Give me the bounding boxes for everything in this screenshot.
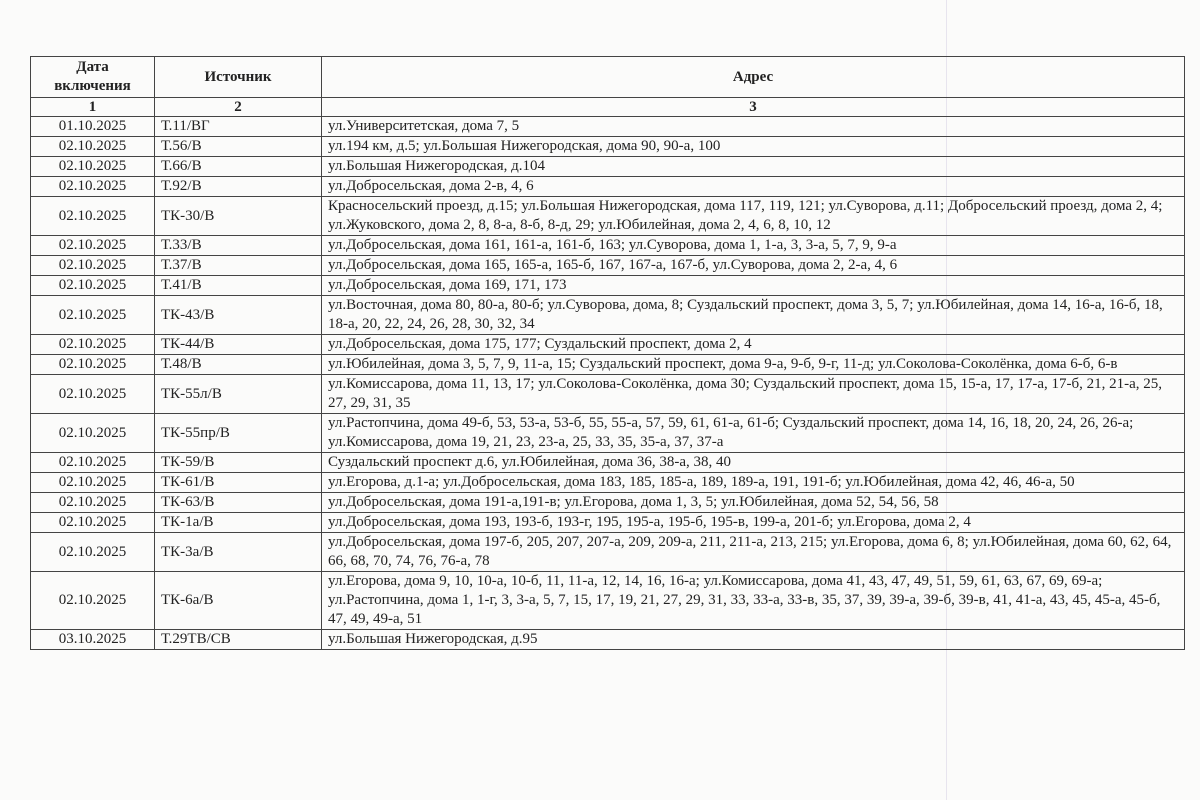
row-date: 02.10.2025 (31, 177, 155, 197)
row-source: ТК-1а/В (155, 513, 322, 533)
table-row (31, 533, 1185, 572)
row-address: ул.Большая Нижегородская, д.104 (322, 157, 1185, 177)
row-address: ул.Юбилейная, дома 3, 5, 7, 9, 11-а, 15; Суздальский проспект, дома 9-а, 9-б, 9-г, 11-д; ул.Соколова-Соколёнка, дома 6-б, 6-в (322, 355, 1185, 375)
row-date: 02.10.2025 (31, 572, 155, 630)
row-date: 02.10.2025 (31, 296, 155, 335)
table-row (31, 473, 1185, 493)
row-address: ул.Комиссарова, дома 11, 13, 17; ул.Соколова-Соколёнка, дома 30; Суздальский проспект, дома 15, 15-а, 17, 17-а, 17-б, 21, 21-а, 25, 27, 29, 31, 35 (322, 375, 1185, 414)
row-date: 02.10.2025 (31, 513, 155, 533)
row-source: Т.11/ВГ (155, 117, 322, 137)
table-row (31, 276, 1185, 296)
row-address: ул.Егорова, д.1-а; ул.Добросельская, дома 183, 185, 185-а, 189, 189-а, 191, 191-б; ул.Юбилейная, дома 42, 46, 46-а, 50 (322, 473, 1185, 493)
row-address: ул.Растопчина, дома 49-б, 53, 53-а, 53-б, 55, 55-а, 57, 59, 61, 61-а, 61-б; Суздальский проспект, дома 14, 16, 18, 20, 24, 26, 26-а; ул.Комиссарова, дома 19, 21, 23, 23-а, 25, 33, 35, 35-а, 37, 37-а (322, 414, 1185, 453)
row-date: 02.10.2025 (31, 157, 155, 177)
row-date: 02.10.2025 (31, 493, 155, 513)
row-date: 02.10.2025 (31, 473, 155, 493)
row-source: ТК-43/В (155, 296, 322, 335)
table-row (31, 513, 1185, 533)
table-row (31, 414, 1185, 453)
row-address: ул.Добросельская, дома 169, 171, 173 (322, 276, 1185, 296)
table-row (31, 137, 1185, 157)
row-source: Т.33/В (155, 236, 322, 256)
row-address: ул.Добросельская, дома 193, 193-б, 193-г, 195, 195-а, 195-б, 195-в, 199-а, 201-б; ул.Егорова, дома 2, 4 (322, 513, 1185, 533)
header-source: Источник (155, 57, 322, 98)
table-row (31, 375, 1185, 414)
row-source: ТК-30/В (155, 197, 322, 236)
header-date: Дата включения (31, 57, 155, 98)
table-row (31, 236, 1185, 256)
table-row (31, 335, 1185, 355)
row-date: 02.10.2025 (31, 276, 155, 296)
table-row (31, 572, 1185, 630)
row-date: 02.10.2025 (31, 137, 155, 157)
table-row (31, 157, 1185, 177)
row-source: Т.56/В (155, 137, 322, 157)
row-address: Суздальский проспект д.6, ул.Юбилейная, дома 36, 38-а, 38, 40 (322, 453, 1185, 473)
row-address: ул.Добросельская, дома 165, 165-а, 165-б, 167, 167-а, 167-б, ул.Суворова, дома 2, 2-а, 4, 6 (322, 256, 1185, 276)
column-number-3: 3 (322, 98, 1185, 117)
row-source: Т.66/В (155, 157, 322, 177)
table-row (31, 296, 1185, 335)
row-address: ул.Егорова, дома 9, 10, 10-а, 10-б, 11, 11-а, 12, 14, 16, 16-а; ул.Комиссарова, дома 41, 43, 47, 49, 51, 59, 61, 63, 67, 69, 69-а; ул.Растопчина, дома 1, 1-г, 3, 3-а, 5, 7, 15, 17, 19, 21, 27, 29, 31, 33, 33-а, 33-в, 35, 37, 39, 39-а, 39-б, 39-в, 41, 41-а, 43, 45, 45-а, 45-б, 47, 49, 49-а, 51 (322, 572, 1185, 630)
row-source: Т.92/В (155, 177, 322, 197)
row-source: ТК-55пр/В (155, 414, 322, 453)
table-row (31, 177, 1185, 197)
row-source: Т.37/В (155, 256, 322, 276)
row-date: 02.10.2025 (31, 533, 155, 572)
row-source: ТК-55л/В (155, 375, 322, 414)
row-address: ул.Большая Нижегородская, д.95 (322, 630, 1185, 650)
row-source: Т.29ТВ/СВ (155, 630, 322, 650)
table-body (31, 117, 1185, 650)
outage-schedule-table (30, 56, 1185, 650)
row-address: ул.Добросельская, дома 197-б, 205, 207, 207-а, 209, 209-а, 211, 211-а, 213, 215; ул.Егорова, дома 6, 8; ул.Юбилейная, дома 60, 62, 64, 66, 68, 70, 74, 76, 76-а, 78 (322, 533, 1185, 572)
row-source: ТК-63/В (155, 493, 322, 513)
row-source: ТК-44/В (155, 335, 322, 355)
row-address: ул.Добросельская, дома 161, 161-а, 161-б, 163; ул.Суворова, дома 1, 1-а, 3, 3-а, 5, 7, 9, 9-а (322, 236, 1185, 256)
table-row (31, 197, 1185, 236)
row-address: ул.Университетская, дома 7, 5 (322, 117, 1185, 137)
row-source: ТК-59/В (155, 453, 322, 473)
row-address: ул.Добросельская, дома 175, 177; Суздальский проспект, дома 2, 4 (322, 335, 1185, 355)
row-date: 02.10.2025 (31, 236, 155, 256)
row-date: 02.10.2025 (31, 414, 155, 453)
table-row (31, 355, 1185, 375)
column-number-1: 1 (31, 98, 155, 117)
row-address: ул.Добросельская, дома 2-в, 4, 6 (322, 177, 1185, 197)
column-number-2: 2 (155, 98, 322, 117)
row-address: ул.Восточная, дома 80, 80-а, 80-б; ул.Суворова, дома, 8; Суздальский проспект, дома 3, 5, 7; ул.Юбилейная, дома 14, 16-а, 16-б, 18, 18-а, 20, 22, 24, 26, 28, 30, 32, 34 (322, 296, 1185, 335)
header-address: Адрес (322, 57, 1185, 98)
row-address: ул.Добросельская, дома 191-а,191-в; ул.Егорова, дома 1, 3, 5; ул.Юбилейная, дома 52, 54, 56, 58 (322, 493, 1185, 513)
table-row (31, 256, 1185, 276)
row-address: ул.194 км, д.5; ул.Большая Нижегородская, дома 90, 90-а, 100 (322, 137, 1185, 157)
row-source: ТК-6а/В (155, 572, 322, 630)
row-address: Красносельский проезд, д.15; ул.Большая Нижегородская, дома 117, 119, 121; ул.Суворова, д.11; Добросельский проезд, дома 2, 4; ул.Жуковского, дома 2, 8, 8-а, 8-б, 8-д, 29; ул.Юбилейная, дома 2, 4, 6, 8, 10, 12 (322, 197, 1185, 236)
row-date: 02.10.2025 (31, 256, 155, 276)
table-row (31, 630, 1185, 650)
table-row (31, 453, 1185, 473)
row-source: Т.48/В (155, 355, 322, 375)
row-source: ТК-3а/В (155, 533, 322, 572)
row-date: 02.10.2025 (31, 197, 155, 236)
table-header (31, 57, 1185, 117)
row-source: ТК-61/В (155, 473, 322, 493)
row-source: Т.41/В (155, 276, 322, 296)
row-date: 01.10.2025 (31, 117, 155, 137)
table-row (31, 493, 1185, 513)
row-date: 02.10.2025 (31, 375, 155, 414)
row-date: 03.10.2025 (31, 630, 155, 650)
row-date: 02.10.2025 (31, 335, 155, 355)
row-date: 02.10.2025 (31, 355, 155, 375)
table-row (31, 117, 1185, 137)
row-date: 02.10.2025 (31, 453, 155, 473)
